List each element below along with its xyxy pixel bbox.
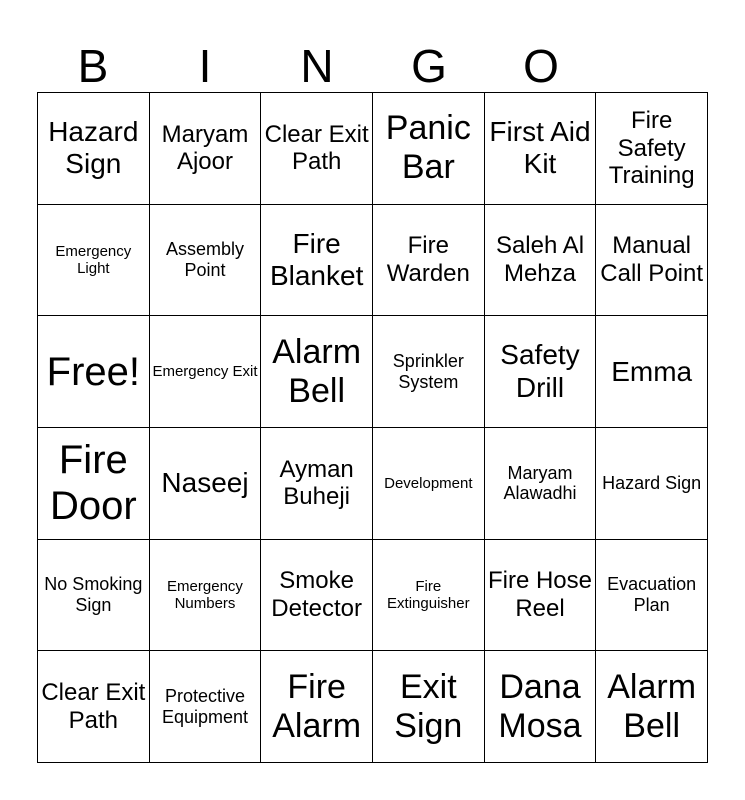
cell-text: Fire Safety Training bbox=[608, 106, 695, 190]
cell-text: Sprinkler System bbox=[392, 350, 464, 392]
bingo-cell[interactable] bbox=[373, 651, 485, 763]
cell-text: Emergency Light bbox=[55, 242, 132, 277]
header-letter-i: I bbox=[198, 40, 212, 92]
bingo-cell[interactable] bbox=[485, 316, 597, 428]
bingo-cell[interactable] bbox=[261, 316, 373, 428]
bingo-card bbox=[37, 92, 708, 763]
bingo-cell[interactable] bbox=[596, 651, 708, 763]
bingo-cell[interactable] bbox=[373, 540, 485, 652]
cell-text: Protective Equipment bbox=[161, 685, 249, 727]
cell-text: Saleh Al Mehza bbox=[495, 232, 585, 287]
cell-text: Naseej bbox=[161, 467, 249, 499]
bingo-cell[interactable] bbox=[596, 428, 708, 540]
bingo-cell-free[interactable] bbox=[38, 316, 150, 428]
bingo-cell[interactable] bbox=[485, 651, 597, 763]
bingo-cell[interactable] bbox=[150, 540, 262, 652]
cell-text: Fire Hose Reel bbox=[487, 567, 592, 622]
bingo-cell[interactable] bbox=[596, 93, 708, 205]
bingo-cell[interactable] bbox=[485, 205, 597, 317]
bingo-cell[interactable] bbox=[38, 205, 150, 317]
bingo-cell[interactable] bbox=[38, 93, 150, 205]
header-letter-o: O bbox=[523, 40, 559, 92]
cell-text: Evacuation Plan bbox=[607, 574, 697, 615]
cell-text: Hazard Sign bbox=[48, 116, 139, 180]
cell-text: First Aid Kit bbox=[489, 116, 591, 180]
bingo-cell[interactable] bbox=[261, 540, 373, 652]
bingo-cell[interactable] bbox=[261, 205, 373, 317]
cell-text: Clear Exit Path bbox=[264, 120, 369, 176]
bingo-cell[interactable] bbox=[150, 316, 262, 428]
cell-text: Emergency Numbers bbox=[167, 577, 243, 612]
cell-text: Clear Exit Path bbox=[41, 679, 146, 734]
bingo-cell[interactable] bbox=[38, 428, 150, 540]
bingo-cell[interactable] bbox=[261, 428, 373, 540]
cell-text: Assembly Point bbox=[165, 239, 244, 280]
bingo-cell[interactable] bbox=[373, 93, 485, 205]
cell-text: Fire Warden bbox=[386, 232, 470, 287]
cell-text: No Smoking Sign bbox=[44, 574, 143, 615]
cell-text: Fire Blanket bbox=[269, 227, 364, 291]
bingo-cell[interactable] bbox=[38, 540, 150, 652]
bingo-cell[interactable] bbox=[38, 651, 150, 763]
cell-text: Fire Alarm bbox=[272, 667, 362, 745]
cell-text: Exit Sign bbox=[394, 667, 463, 745]
cell-text: Dana Mosa bbox=[498, 667, 582, 745]
cell-text: Smoke Detector bbox=[271, 567, 362, 622]
cell-text: Maryam Alawadhi bbox=[503, 462, 577, 504]
bingo-cell[interactable] bbox=[596, 316, 708, 428]
cell-text: Fire Door bbox=[49, 438, 137, 529]
cell-text: Hazard Sign bbox=[602, 472, 702, 493]
bingo-cell[interactable] bbox=[261, 93, 373, 205]
bingo-cell[interactable] bbox=[485, 93, 597, 205]
bingo-cell[interactable] bbox=[485, 540, 597, 652]
bingo-cell[interactable] bbox=[373, 428, 485, 540]
cell-text: Free! bbox=[46, 349, 140, 394]
cell-text: Alarm Bell bbox=[607, 667, 697, 745]
bingo-header bbox=[37, 36, 597, 92]
cell-text: Safety Drill bbox=[500, 339, 580, 403]
cell-text: Development bbox=[384, 474, 473, 492]
bingo-cell[interactable] bbox=[373, 205, 485, 317]
cell-text: Manual Call Point bbox=[600, 232, 704, 287]
bingo-cell[interactable] bbox=[596, 205, 708, 317]
bingo-cell[interactable] bbox=[150, 428, 262, 540]
header-letter-g: G bbox=[411, 40, 447, 92]
header-letter-n: N bbox=[300, 40, 334, 92]
cell-text: Emergency Exit bbox=[152, 363, 258, 381]
bingo-cell[interactable] bbox=[596, 540, 708, 652]
cell-text: Maryam Ajoor bbox=[161, 120, 249, 176]
bingo-cell[interactable] bbox=[373, 316, 485, 428]
bingo-cell[interactable] bbox=[485, 428, 597, 540]
bingo-cell[interactable] bbox=[150, 651, 262, 763]
bingo-cell[interactable] bbox=[150, 93, 262, 205]
bingo-cell[interactable] bbox=[261, 651, 373, 763]
header-letter-b: B bbox=[77, 40, 109, 92]
cell-text: Ayman Buheji bbox=[279, 455, 354, 511]
cell-text: Emma bbox=[611, 355, 693, 387]
cell-text: Fire Extinguisher bbox=[387, 577, 470, 612]
cell-text: Panic Bar bbox=[385, 109, 471, 187]
bingo-cell[interactable] bbox=[150, 205, 262, 317]
cell-text: Alarm Bell bbox=[272, 332, 362, 410]
